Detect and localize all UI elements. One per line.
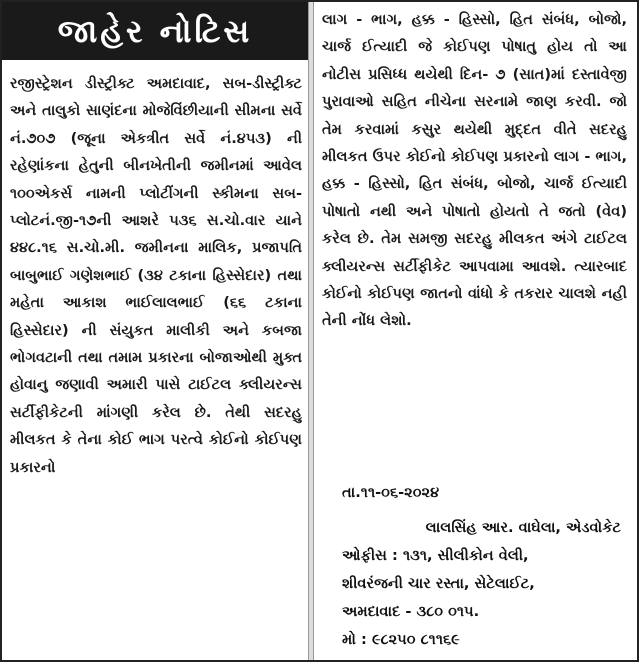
left-column [2,2,308,660]
signatory-name: લાલસિંહ આર. વાઘેલા, એડવોકેટ [425,519,621,536]
signatory-office: ઓફીસ : ૧૩૧, સીલીકોન વેલી, [342,547,529,564]
notice-title: જાહેર નોટિસ [2,2,308,60]
right-column [314,2,637,660]
notice-body-right: લાગ - ભાગ, હક્ક - હિસ્સો, હિત સંબંધ, બોજો, ચાર્જ ઈત્યાદી જે કોઈપણ પોષાતુ હોય તો આ નોટીસ પ્રસિધ્ધ થયેથી દિન- ૭ (સાત)માં દસ્તાવેજી પુરાવાઓ સહિત નીચેના સરનામે જાણ કરવી. જો તેમ કરવામાં કસુર થયેથી મુદ્દત વીતે સદરહુ મીલકત ઉપર કોઈનો કોઈપણ પ્રકારનો લાગ - ભાગ, હક્ક - હિસ્સો, હિત સંબંધ, બોજો, ચાર્જ ઈત્યાદી પોષાતો નથી અને પોષાતો હોયતો તે જતો (વેવ) કરેલ છે. તેમ સમજી સદરહુ મીલકત અંગે ટાઈટલ ક્લીયરન્સ સર્ટીફીકેટ આપવામા આવશે. ત્યારબાદ કોઈનો કોઈપણ જાતનો વાંધો કે તકરાર ચાલશે નહી તેની નોંધ લેશો. [322,11,627,330]
signature-block [342,514,627,654]
notice-body-left: રજીસ્ટ્રેશન ડીસ્ટ્રીક્ટ અમદાવાદ, સબ-ડીસ્ટ્રીક્ટ અને તાલુકો સાણંદના મોજેવિંછીયાની સીમના સર્વે નં.૭૦૭ (જૂના એકત્રીત સર્વે નં.૪૫૩) ની રહેણાંકના હેતુની બીનખેતીની જમીનમાં આવેલ ૧૦૦એકર્સ નામની પ્લોટીંગની સ્કીમના સબ-પ્લોટનં.જી-૧૭ની આશરે ૫૩૬ સ.ચો.વાર યાને ૪૪૮.૧૬ સ.ચો.મી. જમીનના માલિક, પ્રજાપતિ બાબુભાઈ ગણેશભાઈ (૩૪ ટકાના હિસ્સેદાર) તથા મહેતા આકાશ ભાઈલાલભાઈ (૬૬ ટકાના હિસ્સેદાર) ની સંયુકત માલીકી અને કબજા ભોગવટાની તથા તમામ પ્રકારના બોજાઓથી મુક્ત હોવાનુ જણાવી અમારી પાસે ટાઈટલ ક્લીયરન્સ સર્ટીફીકેટની માંગણી કરેલ છે. તેથી સદરહુ મીલકત કે તેના કોઈ ભાગ પરત્વે કોઈનો કોઈપણ પ્રકારનો [10,75,302,476]
notice-date: તા.૧૧-૦૬-૨૦૨૪ [342,484,440,501]
signatory-address-line1: શીવરંજની ચાર રસ્તા, સેટેલાઈટ, [342,575,535,592]
signatory-address-line2: અમદાવાદ - ૩૮૦ ૦૧૫. [342,603,480,620]
signatory-mobile: મો : ૯૮૨૫૦ ૮૧૧૬૯ [342,631,460,648]
